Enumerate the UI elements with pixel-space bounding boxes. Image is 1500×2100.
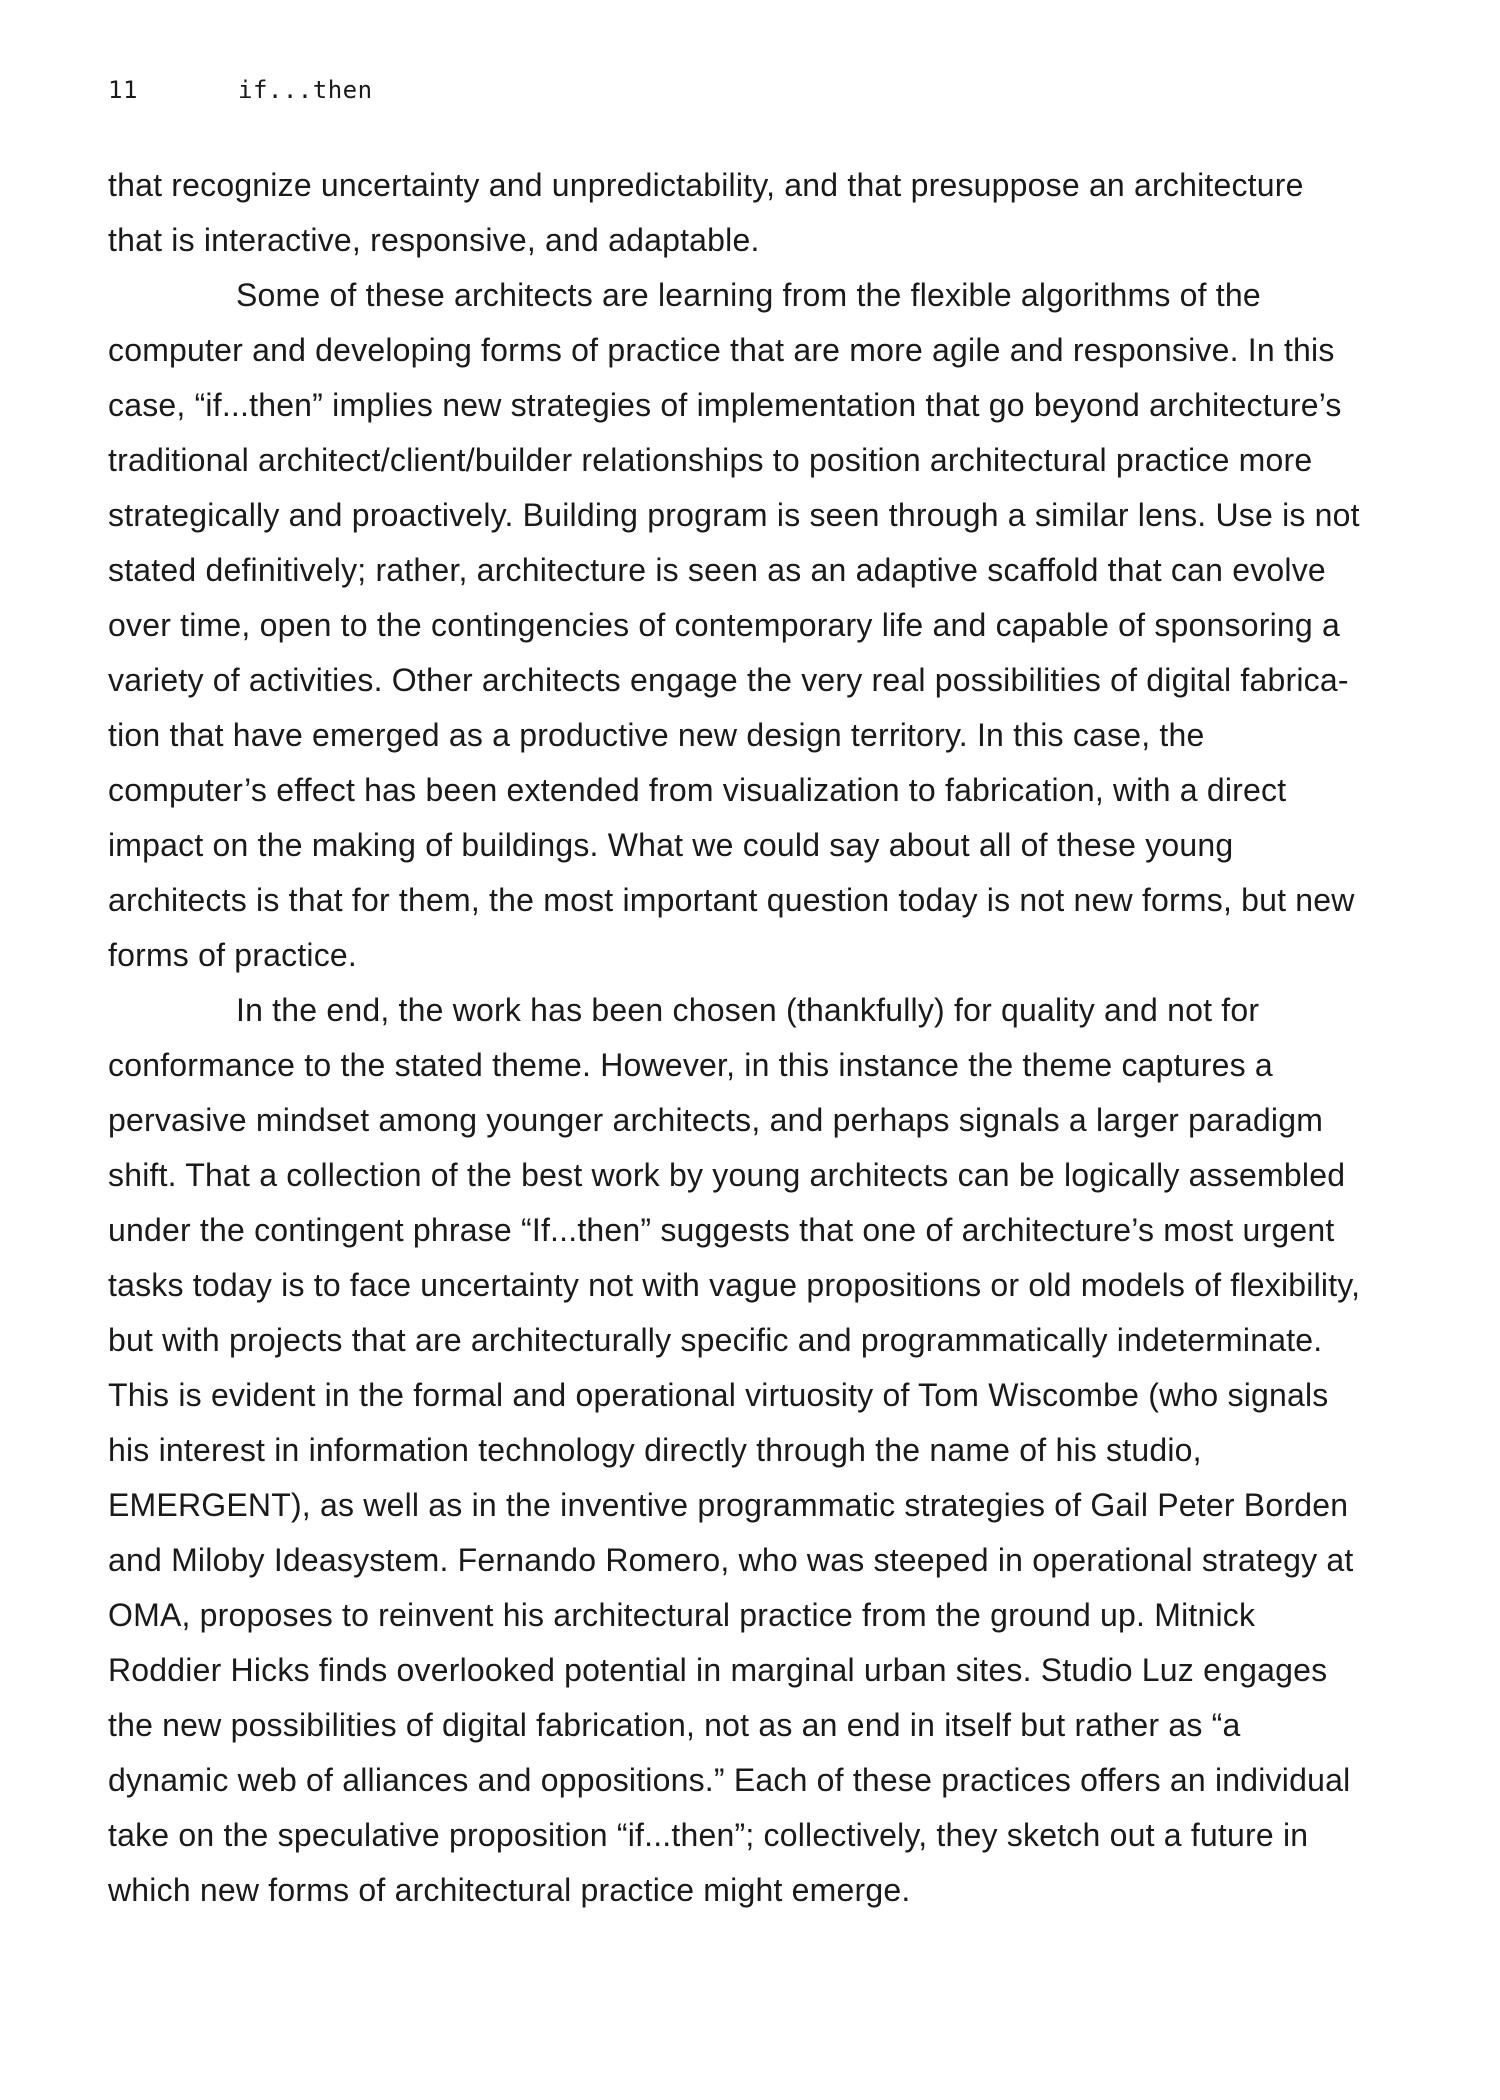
- running-head: [108, 76, 373, 104]
- section-title: if...then: [238, 76, 373, 104]
- page-number: 11: [108, 76, 138, 104]
- paragraph-conclusion: In the end, the work has been chosen (thankfully) for quality and not for conformance to the stated theme. However, in this instance the theme captures a pervasive mindset among younger architects, and perhaps signals a larger paradigm shift. That a collection of the best work by young architects can be logically assembled under the contingent phrase “If...then” suggests that one of architecture’s most urgent tasks today is to face uncertainty not with vague propositions or old models of flexibility, but with projects that are architecturally specific and programmatically indeterminate. This is evident in the formal and operational virtuosity of Tom Wiscombe (who signals his interest in information technology directly through the name of his studio, EMERGENT), as well as in the inventive programmatic strategies of Gail Peter Borden and Miloby Ideasystem. Fernando Romero, who was steeped in operational strategy at OMA, proposes to reinvent his architectural practice from the ground up. Mitnick Roddier Hicks finds overlooked potential in marginal urban sites. Studio Luz engages the new possibilities of digital fabrication, not as an end in itself but rather as “a dynamic web of alliances and oppositions.” Each of these practices offers an individual take on the speculative proposition “if...then”; collectively, they sketch out a future in which new forms of architectural practice might emerge.: [108, 992, 1361, 1908]
- paragraph-practice: Some of these architects are learning from the flexible algorithms of the computer and developing forms of practice that are more agile and responsive. In this case, “if...then” implies new strategies of implementation that go beyond architecture’s traditional architect/client/builder relationships to position architectural practice more strategically and proactively. Building program is seen through a similar lens. Use is not stated definitively; rather, architecture is seen as an adaptive scaffold that can evolve over time, open to the contingencies of contemporary life and capable of sponsoring a variety of activities. Other architects engage the very real possibilities of digital fabrication that have emerged as a productive new design territory. In this case, the computer’s effect has been extended from visualization to fabrication, with a direct impact on the making of buildings. What we could say about all of these young architects is that for them, the most important question today is not new forms, but new forms of practice.: [108, 277, 1360, 973]
- body-text: [108, 158, 1363, 1918]
- paragraph-continuation: that recognize uncertainty and unpredictability, and that presuppose an architecture that is interactive, responsive, and adaptable.: [108, 167, 1304, 258]
